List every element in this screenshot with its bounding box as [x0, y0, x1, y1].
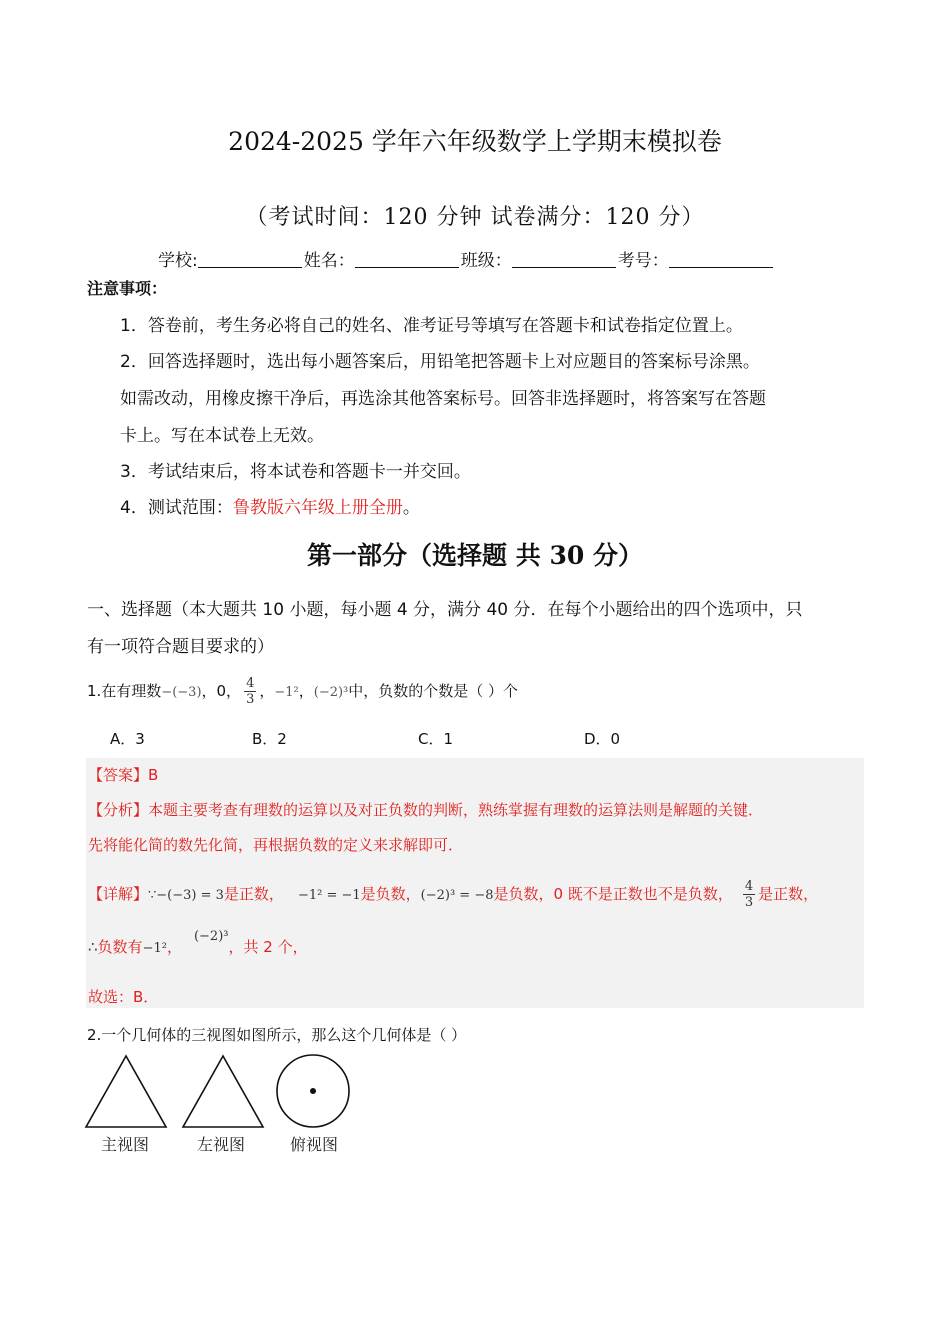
question-1: 1.在有理数−(−3)，0， $\frac{4}{3}$ ，−1²，(−2)³中，负数的个数是（ ）个	[87, 676, 519, 707]
three-views-figure	[80, 1052, 370, 1134]
school-label: 学校:	[158, 251, 198, 271]
front-view-caption: 主视图	[101, 1135, 150, 1154]
q1-option-d: D．0	[584, 730, 621, 748]
q1-expr-neg1-squared: −1²	[274, 685, 299, 700]
q1-analysis-line1: 【分析】本题主要考查有理数的运算以及对正负数的判断，熟练掌握有理数的运算法则是解题的关键．	[88, 801, 764, 819]
class-label: 班级：	[460, 251, 512, 271]
q1-answer: 【答案】B	[88, 766, 159, 784]
q1-option-a: A．3	[110, 730, 145, 748]
q1-expr-neg-neg3: −(−3)	[161, 685, 202, 700]
q1-detail-line2: ∴负数有−1²，(−2)³，共 2 个，	[88, 929, 308, 956]
detail-fraction: $\frac{4}{3}$	[744, 879, 754, 910]
exam-number-blank	[669, 251, 773, 268]
name-blank	[355, 251, 459, 268]
notice-item-2-line2: 如需改动，用橡皮擦干净后，再选涂其他答案标号。回答非选择题时，将答案写在答题	[120, 389, 766, 409]
page-title: 2024-2025 学年六年级数学上学期末模拟卷	[228, 127, 722, 156]
exam-time-info: （考试时间：120 分钟 试卷满分：120 分）	[245, 205, 705, 230]
section-intro-line2: 有一项符合题目要求的）	[87, 637, 274, 657]
q1-fraction: $\frac{4}{3}$	[246, 676, 255, 707]
notice-item-2-line3: 卡上。写在本试卷上无效。	[120, 426, 324, 446]
question-2: 2.一个几何体的三视图如图所示，那么这个几何体是（ ）	[87, 1026, 467, 1044]
side-view-triangle	[183, 1056, 263, 1127]
q1-detail-line1: 【详解】∵−(−3) = 3是正数， −1² = −1是负数，(−2)³ = −8是负数，0 既不是正数也不是负数， $\frac{4}{3}$ 是正数，	[88, 879, 819, 910]
section-intro-line1: 一、选择题（本大题共 10 小题，每小题 4 分，满分 40 分．在每个小题给出的四个选项中，只	[87, 600, 803, 620]
notice-item-4: 4．测试范围：鲁教版六年级上册全册。	[120, 498, 420, 518]
name-label: 姓名：	[303, 251, 355, 271]
student-info-fields	[158, 246, 775, 271]
top-view-center-dot	[310, 1088, 316, 1094]
notice-item-3: 3．考试结束后，将本试卷和答题卡一并交回。	[120, 462, 471, 482]
notice-heading: 注意事项：	[87, 279, 168, 298]
q1-conclusion: 故选：B．	[88, 988, 159, 1006]
front-view-triangle	[86, 1056, 166, 1127]
section-title: 第一部分（选择题 共 30 分）	[307, 541, 643, 570]
q1-analysis-line2: 先将能化简的数先化简，再根据负数的定义来求解即可．	[88, 836, 464, 854]
exam-number-label: 考号：	[617, 251, 669, 271]
notice-item-1: 1．答卷前，考生务必将自己的姓名、准考证号等填写在答题卡和试卷指定位置上。	[120, 316, 743, 336]
side-view-caption: 左视图	[197, 1135, 246, 1154]
test-scope-highlight: 鲁教版六年级上册全册	[232, 498, 403, 518]
q1-expr-neg2-cubed: (−2)³	[313, 685, 349, 700]
top-view-caption: 俯视图	[290, 1135, 339, 1154]
class-blank	[512, 251, 616, 268]
notice-item-2-line1: 2．回答选择题时，选出每小题答案后，用铅笔把答题卡上对应题目的答案标号涂黑。	[120, 352, 760, 372]
q1-option-b: B．2	[252, 730, 287, 748]
q1-option-c: C．1	[418, 730, 454, 748]
school-blank	[198, 251, 302, 268]
